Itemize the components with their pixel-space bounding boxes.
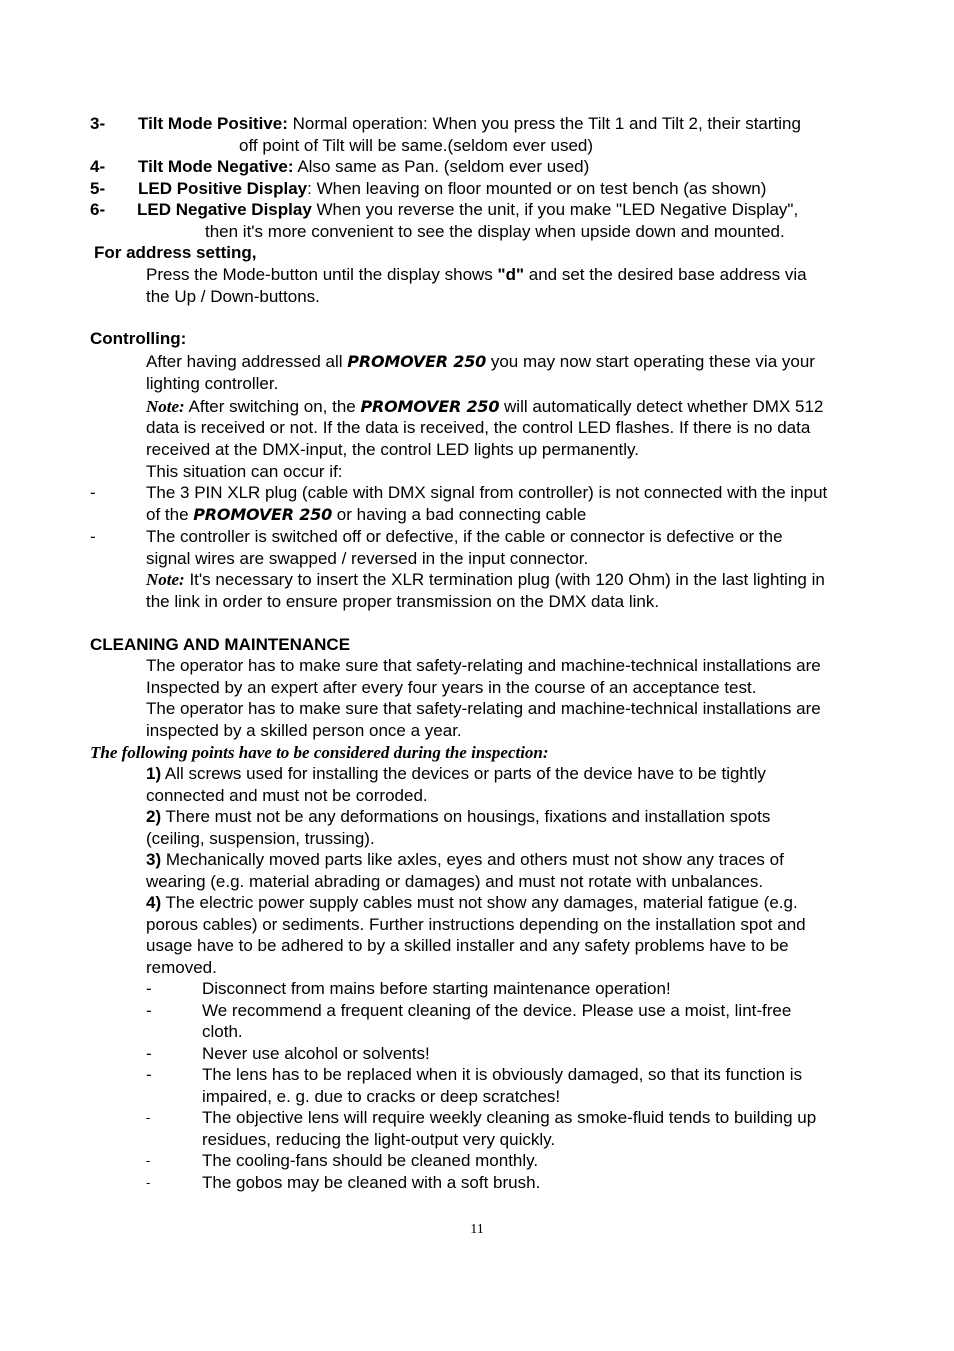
note-2-text: It's necessary to insert the XLR termination plug (with 120 Ohm) in the last lighting in bbox=[184, 570, 825, 589]
point-3-line2: wearing (e.g. material abrading or damages) and must not rotate with unbalances. bbox=[146, 872, 764, 891]
point-number: 3) bbox=[146, 850, 162, 869]
point-number: 1) bbox=[146, 764, 162, 783]
brand-name: PROMOVER 250 bbox=[193, 505, 333, 524]
address-text-end: and set the desired base address via bbox=[524, 265, 807, 284]
p1-text: After having addressed all bbox=[146, 352, 348, 371]
cause-2-line1: The controller is switched off or defective, if the cable or connector is defective or the bbox=[146, 527, 783, 546]
note-1-line4: This situation can occur if: bbox=[146, 462, 343, 481]
point-4-line2: porous cables) or sediments. Further instructions depending on the installation spot and bbox=[146, 915, 806, 934]
bullet-dash: - bbox=[146, 1065, 152, 1084]
point-4-line1 bbox=[146, 892, 798, 914]
mode-4-description: Also same as Pan. (seldom ever used) bbox=[293, 157, 590, 176]
mode-5-number: 5- bbox=[90, 179, 106, 198]
mode-3-label: Tilt Mode Positive: bbox=[138, 114, 288, 133]
maintenance-bullet-cont: residues, reducing the light-output very quickly. bbox=[202, 1130, 556, 1149]
address-line-2: the Up / Down-buttons. bbox=[146, 287, 320, 306]
cause-1-line1: The 3 PIN XLR plug (cable with DMX signal from controller) is not connected with the input bbox=[146, 483, 828, 502]
point-1-line2: connected and must not be corroded. bbox=[146, 786, 428, 805]
mode-5-description: : When leaving on floor mounted or on test bench (as shown) bbox=[307, 179, 767, 198]
note-1-text-end: will automatically detect whether DMX 512 bbox=[499, 397, 824, 416]
mode-6-number: 6- bbox=[90, 200, 106, 219]
point-2-line1 bbox=[146, 806, 770, 828]
cause-2-line2: signal wires are swapped / reversed in the input connector. bbox=[146, 549, 589, 568]
maintenance-bullet: The lens has to be replaced when it is obviously damaged, so that its function is bbox=[202, 1065, 803, 1084]
point-4-line3: usage have to be adhered to by a skilled installer and any safety problems have to be bbox=[146, 936, 789, 955]
note-label: Note: bbox=[146, 570, 185, 589]
bullet-dash: - bbox=[146, 979, 152, 998]
point-2-line2: (ceiling, suspension, trussing). bbox=[146, 829, 375, 848]
point-4-line4: removed. bbox=[146, 958, 217, 977]
controlling-heading: Controlling: bbox=[90, 329, 187, 348]
note-2-line1 bbox=[146, 569, 825, 591]
cleaning-heading: CLEANING AND MAINTENANCE bbox=[90, 635, 351, 654]
mode-3-line bbox=[90, 113, 105, 135]
bullet-dash: - bbox=[146, 1110, 151, 1125]
point-text: There must not be any deformations on housings, fixations and installation spots bbox=[161, 807, 771, 826]
maintenance-bullet: We recommend a frequent cleaning of the device. Please use a moist, lint-free bbox=[202, 1001, 792, 1020]
maintenance-bullet: The gobos may be cleaned with a soft brush. bbox=[202, 1173, 541, 1192]
note-1-line2: data is received or not. If the data is received, the control LED flashes. If there is no data bbox=[146, 418, 811, 437]
bullet-dash: - bbox=[146, 1001, 152, 1020]
point-3-line1 bbox=[146, 849, 784, 871]
page-number: 11 bbox=[470, 1222, 484, 1237]
mode-6-continuation: then it's more convenient to see the display when upside down and mounted. bbox=[205, 222, 785, 241]
maintenance-bullet-cont: cloth. bbox=[202, 1022, 243, 1041]
cleaning-line: The operator has to make sure that safety-relating and machine-technical installations are bbox=[146, 699, 821, 718]
cause-1-text-end: or having a bad connecting cable bbox=[332, 505, 587, 524]
address-text: Press the Mode-button until the display shows bbox=[146, 265, 498, 284]
maintenance-bullet: The objective lens will require weekly cleaning as smoke-fluid tends to building up bbox=[202, 1108, 817, 1127]
note-label: Note: bbox=[146, 397, 185, 416]
p1-text-end: you may now start operating these via your bbox=[486, 352, 815, 371]
mode-6-label: LED Negative Display bbox=[137, 200, 312, 219]
mode-5-text bbox=[138, 178, 766, 200]
mode-5-label: LED Positive Display bbox=[138, 179, 308, 198]
note-1-line3: received at the DMX-input, the control LED lights up permanently. bbox=[146, 440, 639, 459]
mode-6-description: When you reverse the unit, if you make "LED Negative Display", bbox=[311, 200, 799, 219]
point-text: The electric power supply cables must not show any damages, material fatigue (e.g. bbox=[161, 893, 798, 912]
controlling-p1-line2: lighting controller. bbox=[146, 374, 279, 393]
brand-name: PROMOVER 250 bbox=[347, 352, 487, 371]
mode-4-number: 4- bbox=[90, 157, 106, 176]
cause-1-line2 bbox=[146, 504, 586, 526]
address-heading: For address setting, bbox=[94, 243, 257, 262]
maintenance-bullet: Disconnect from mains before starting maintenance operation! bbox=[202, 979, 671, 998]
controlling-p1-line1 bbox=[146, 351, 815, 373]
inspection-heading: The following points have to be considered during the inspection: bbox=[90, 743, 549, 762]
address-line-1 bbox=[146, 264, 807, 286]
note-2-line2: the link in order to ensure proper transmission on the DMX data link. bbox=[146, 592, 660, 611]
bullet-dash: - bbox=[146, 1044, 152, 1063]
point-text: All screws used for installing the devices or parts of the device have to be tightly bbox=[161, 764, 766, 783]
bullet-dash: - bbox=[146, 1153, 151, 1168]
maintenance-bullet: The cooling-fans should be cleaned monthly. bbox=[202, 1151, 539, 1170]
bullet-dash: - bbox=[90, 527, 96, 546]
point-1-line1 bbox=[146, 763, 766, 785]
mode-4-label: Tilt Mode Negative: bbox=[138, 157, 294, 176]
point-number: 2) bbox=[146, 807, 162, 826]
bullet-dash: - bbox=[146, 1175, 151, 1190]
mode-3-description: Normal operation: When you press the Tilt 1 and Tilt 2, their starting bbox=[287, 114, 801, 133]
note-1-line1 bbox=[146, 396, 823, 418]
maintenance-bullet: Never use alcohol or solvents! bbox=[202, 1044, 430, 1063]
point-text: Mechanically moved parts like axles, eyes and others must not show any traces of bbox=[161, 850, 784, 869]
mode-3-continuation: off point of Tilt will be same.(seldom ever used) bbox=[239, 136, 594, 155]
note-1-text: After switching on, the bbox=[184, 397, 361, 416]
cleaning-line: Inspected by an expert after every four years in the course of an acceptance test. bbox=[146, 678, 757, 697]
maintenance-bullet-cont: impaired, e. g. due to cracks or deep scratches! bbox=[202, 1087, 561, 1106]
mode-4-text bbox=[138, 156, 589, 178]
address-display-code: "d" bbox=[497, 265, 525, 284]
mode-3-number: 3- bbox=[90, 114, 106, 133]
cause-1-text: of the bbox=[146, 505, 194, 524]
point-number: 4) bbox=[146, 893, 162, 912]
cleaning-line: inspected by a skilled person once a year. bbox=[146, 721, 462, 740]
mode-6-text bbox=[137, 199, 798, 221]
cleaning-line: The operator has to make sure that safety-relating and machine-technical installations are bbox=[146, 656, 821, 675]
brand-name: PROMOVER 250 bbox=[360, 397, 500, 416]
bullet-dash: - bbox=[90, 483, 96, 502]
mode-3-text bbox=[138, 113, 801, 135]
